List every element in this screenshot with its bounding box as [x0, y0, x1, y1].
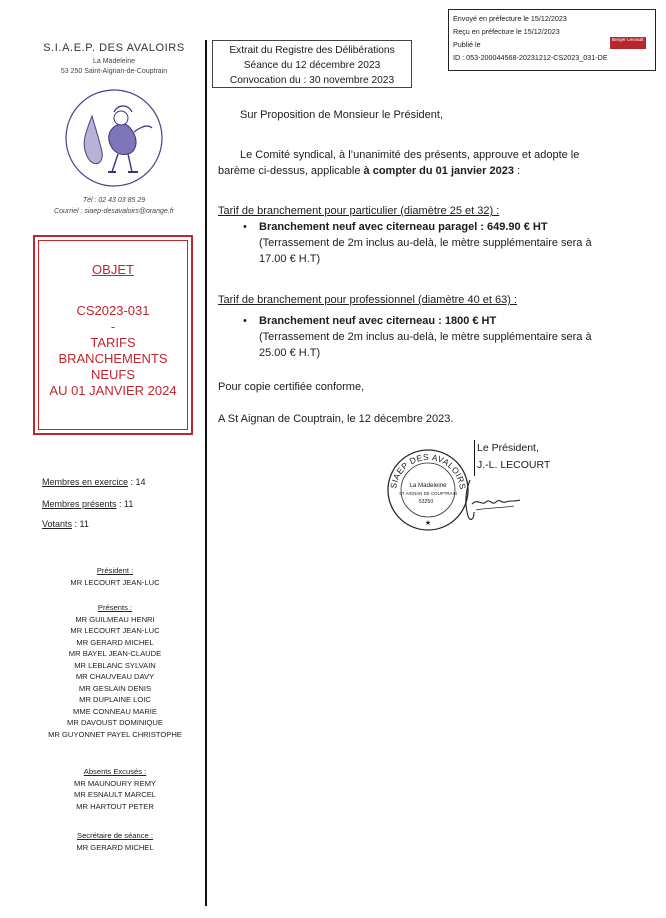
org-address-line1: La Madeleine — [92, 58, 136, 65]
list-item: MR CHAUVEAU DAVY — [75, 672, 155, 681]
absents-block — [40, 766, 190, 812]
absents-label: Absents Excusés : — [83, 767, 147, 776]
objet-box — [33, 235, 193, 435]
comite-text: barème ci-dessus, applicable — [218, 165, 364, 177]
members-presents — [42, 499, 133, 509]
copie-conforme: Pour copie certifiée conforme, — [218, 381, 365, 393]
tarif-particulier-title — [259, 219, 639, 235]
list-item: MR BAYEL JEAN-CLAUDE — [68, 649, 162, 658]
members-votants-value: : 11 — [72, 519, 89, 529]
list-item: MME CONNEAU MARIE — [73, 706, 157, 716]
tarif-particulier-price: : 649.90 € HT — [477, 221, 548, 233]
tarif-particulier-label: Branchement neuf avec citerneau paragel — [259, 221, 478, 233]
members-votants-label: Votants — [42, 519, 73, 529]
president-name: MR LECOURT JEAN-LUC — [70, 577, 160, 587]
president-label: Président : — [96, 566, 134, 575]
stamp-recu: Reçu en préfecture le 15/12/2023 — [453, 27, 560, 36]
berger-levrault-logo: Berger Levrault — [610, 37, 646, 49]
members-votants — [42, 519, 89, 529]
registry-line-1: Extrait du Registre des Délibérations — [229, 45, 395, 56]
objet-line-3: NEUFS — [90, 367, 136, 382]
tarif-professionnel-item — [259, 313, 639, 361]
secretaire-label: Secrétaire de séance : — [77, 831, 153, 840]
president-block — [40, 565, 190, 588]
objet-title: OBJET — [92, 262, 134, 277]
comite-date: à compter du 01 janvier 2023 — [363, 165, 514, 177]
seal-top-text: SIAEP DES AVALOIRS — [388, 451, 468, 491]
presents-block — [40, 602, 190, 740]
members-exercice-value: : 14 — [128, 477, 146, 487]
tarif-professionnel-note-1: (Terrassement de 2m inclus au-delà, le mètre supplémentaire sera à — [259, 331, 592, 343]
lieu-date: A St Aignan de Couptrain, le 12 décembre 2023. — [218, 413, 454, 425]
list-item: MR GUILMEAU HENRI — [75, 614, 155, 624]
objet-number: CS2023-031 — [76, 303, 150, 318]
org-address-line2: 53 250 Saint-Aignan-de-Couptrain — [60, 68, 168, 75]
prefecture-stamp — [448, 9, 656, 71]
tarif-particulier-item — [259, 219, 639, 267]
tarif-particulier-note-2: 17.00 € H.T) — [259, 253, 321, 265]
stamp-id: ID : 053-200044568-20231212-CS2023_031-DE — [453, 53, 608, 62]
members-exercice-label: Membres en exercice — [42, 477, 129, 487]
tarif-professionnel-heading: Tarif de branchement pour professionnel (diamètre 40 et 63) : — [218, 294, 517, 306]
stamp-publie: Publié le — [453, 40, 481, 49]
bullet-icon: • — [243, 221, 247, 233]
list-item: MR GESLAIN DENIS — [78, 683, 152, 693]
stamp-envoye: Envoyé en préfecture le 15/12/2023 — [453, 14, 567, 23]
org-email: Courriel : siaep-desavaloirs@orange.fr — [54, 208, 174, 215]
list-item: MR LEBLANC SYLVAIN — [74, 660, 156, 670]
water-drop-logo-icon — [58, 86, 166, 190]
proposition-paragraph: Sur Proposition de Monsieur le Président, — [240, 109, 443, 121]
registry-line-2: Séance du 12 décembre 2023 — [243, 60, 381, 71]
members-presents-value: : 11 — [116, 499, 134, 509]
tarif-professionnel-note-2: 25.00 € H.T) — [259, 347, 321, 359]
members-exercice — [42, 477, 146, 487]
signatory-name: J.-L. LECOURT — [477, 459, 551, 471]
org-name: S.I.A.E.P. DES AVALOIRS — [43, 42, 185, 54]
registry-line-3: Convocation du : 30 novembre 2023 — [229, 75, 395, 86]
tarif-professionnel-title: Branchement neuf avec citerneau : 1800 € HT — [259, 315, 497, 327]
objet-dash: - — [110, 319, 116, 334]
column-divider — [205, 40, 207, 906]
secretaire-block — [40, 830, 190, 853]
tarif-particulier-note-1: (Terrassement de 2m inclus au-delà, le mètre supplémentaire sera à — [259, 237, 592, 249]
bullet-icon: • — [243, 315, 247, 327]
comite-colon: : — [513, 165, 521, 177]
list-item: MR GUYONNET PAYEL CHRISTOPHE — [48, 729, 182, 739]
list-item: MR DUPLAINE LOIC — [79, 695, 151, 704]
comite-paragraph — [218, 147, 638, 179]
seal-line-2: ST AIGNAN DE COUPTRAIN — [399, 491, 457, 496]
members-presents-label: Membres présents — [42, 499, 117, 509]
org-phone: Tél : 02 43 03 85 29 — [82, 197, 146, 204]
presents-label: Présents : — [97, 603, 133, 612]
objet-line-1: TARIFS — [90, 335, 136, 350]
tarif-particulier-heading: Tarif de branchement pour particulier (diamètre 25 et 32) : — [218, 205, 500, 217]
objet-line-2: BRANCHEMENTS — [58, 351, 168, 366]
handwritten-signature — [456, 476, 526, 526]
list-item: MR LECOURT JEAN-LUC — [70, 626, 160, 635]
seal-line-1: La Madeleine — [409, 482, 447, 489]
list-item: MR HARTOUT PETER — [76, 801, 154, 811]
comite-line-2 — [218, 163, 638, 179]
seal-line-3: 53250 — [418, 499, 434, 505]
secretaire-name: MR GERARD MICHEL — [76, 842, 154, 852]
signatory-role: Le Président, — [477, 442, 539, 454]
comite-line-1: Le Comité syndical, à l’unanimité des présents, approuve et adopte le — [240, 149, 580, 161]
svg-text:★: ★ — [424, 520, 432, 527]
list-item: MR GERARD MICHEL — [76, 637, 154, 647]
list-item: MR ESNAULT MARCEL — [74, 790, 156, 799]
list-item: MR MAUNOURY REMY — [74, 778, 156, 788]
registry-header — [212, 40, 412, 88]
objet-line-4: AU 01 JANVIER 2024 — [49, 383, 177, 398]
list-item: MR DAVOUST DOMINIQUE — [67, 718, 163, 727]
